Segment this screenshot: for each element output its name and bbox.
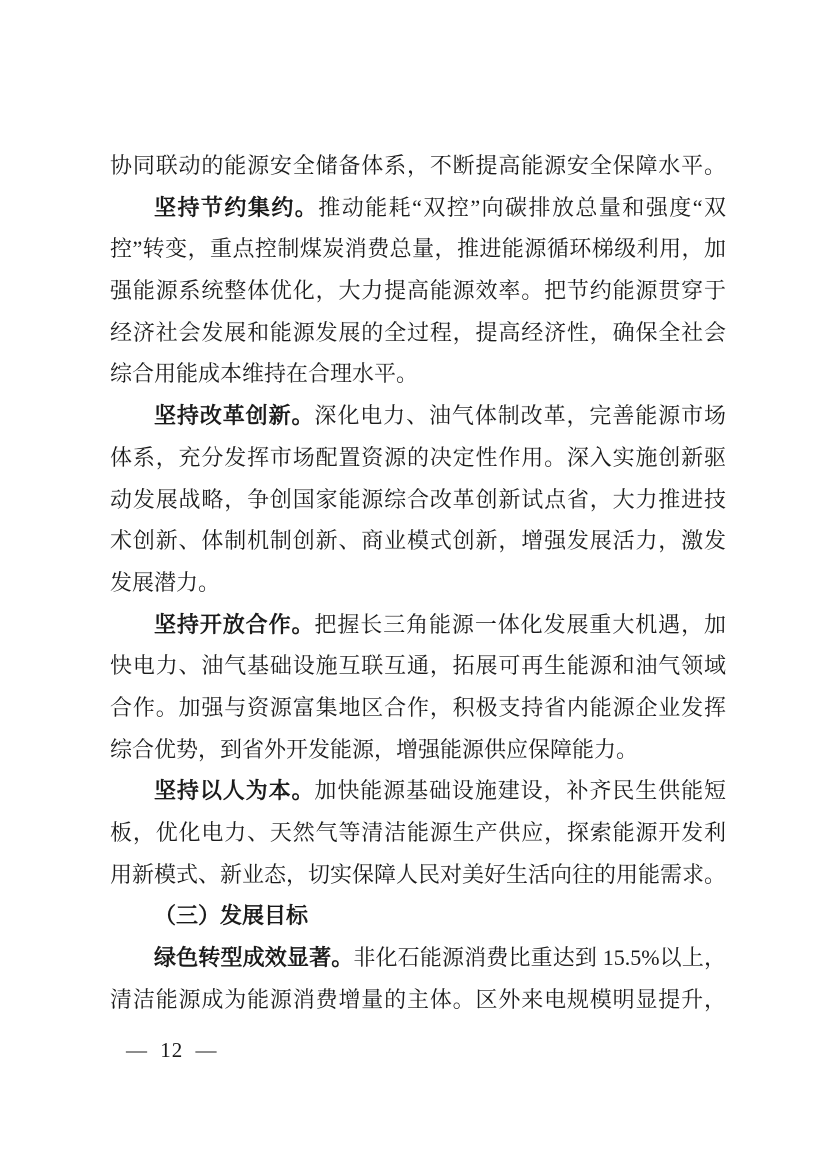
- text-line: 强能源系统整体优化，大力提高能源效率。把节约能源贯穿于: [110, 278, 726, 304]
- bold-lead: 坚持改革创新。: [154, 403, 315, 429]
- text-line: [110, 895, 726, 937]
- bold-lead: 坚持开放合作。: [154, 611, 315, 637]
- text-line: 综合优势，到省外开发能源，增强能源供应保障能力。: [110, 736, 639, 762]
- text-line: 发展潜力。: [110, 569, 221, 595]
- text-line: 快电力、油气基础设施互联互通，拓展可再生能源和油气领域: [110, 653, 726, 679]
- text-line: 绿色转型成效显著。非化石能源消费比重达到 15.5%以上，: [154, 945, 726, 971]
- text-line: 术创新、体制机制创新、商业模式创新，增强发展活力，激发: [110, 528, 726, 554]
- text-line: 协同联动的能源安全储备体系，不断提高能源安全保障水平。: [110, 153, 726, 178]
- body-text: [110, 145, 726, 1020]
- bold-lead: 坚持节约集约。: [154, 194, 319, 220]
- bold-lead: 绿色转型成效显著。: [154, 945, 354, 971]
- text-line: 坚持改革创新。深化电力、油气体制改革，完善能源市场: [154, 403, 726, 429]
- text-line: 用新模式、新业态，切实保障人民对美好生活向往的用能需求。: [110, 861, 727, 887]
- text-line: 动发展战略，争创国家能源综合改革创新试点省，大力推进技: [110, 486, 726, 512]
- text-line: 坚持节约集约。推动能耗“双控”向碳排放总量和强度“双: [154, 194, 726, 220]
- text-line: 板，优化电力、天然气等清洁能源生产供应，探索能源开发利: [110, 820, 726, 845]
- text-line: 合作。加强与资源富集地区合作，积极支持省内能源企业发挥: [110, 694, 726, 720]
- text-line: 体系，充分发挥市场配置资源的决定性作用。深入实施创新驱: [110, 444, 726, 470]
- bold-lead: 坚持以人为本。: [154, 778, 315, 804]
- page-number: — 12 —: [126, 1038, 218, 1062]
- text-line: 控”转变，重点控制煤炭消费总量，推进能源循环梯级利用，加: [110, 236, 726, 262]
- text-line: 综合用能成本维持在合理水平。: [110, 361, 419, 387]
- page-footer: [126, 1036, 218, 1064]
- text-line: 经济社会发展和能源发展的全过程，提高经济性，确保全社会: [110, 319, 726, 345]
- text-line: 坚持开放合作。把握长三角能源一体化发展重大机遇，加: [154, 611, 726, 637]
- text-line: 清洁能源成为能源消费增量的主体。区外来电规模明显提升，: [110, 986, 726, 1012]
- bold-lead: （三）发展目标: [154, 903, 309, 929]
- text-line: 坚持以人为本。加快能源基础设施建设，补齐民生供能短: [154, 778, 726, 804]
